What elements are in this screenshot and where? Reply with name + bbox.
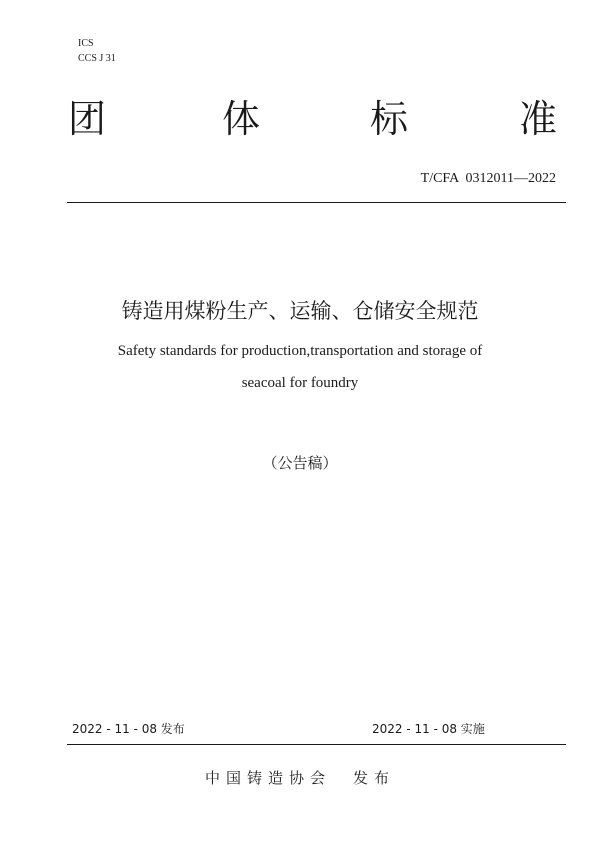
publish-action: 发布	[353, 769, 396, 787]
english-title-line-2: seacoal for foundry	[241, 375, 359, 391]
ics-code: ICS	[78, 38, 94, 49]
english-title-line-1: Safety standards for production,transportation and storage of	[117, 343, 483, 359]
bottom-divider	[67, 744, 566, 745]
standard-number: T/CFA 0312011—2022	[420, 171, 556, 186]
draft-status-note: （公告稿）	[262, 454, 338, 472]
heading-char-4: 准	[519, 97, 558, 141]
heading-char-3: 标	[370, 97, 409, 141]
publish-date: 2022 - 11 - 08 发布	[72, 722, 185, 736]
ccs-code: CCS J 31	[78, 53, 116, 64]
heading-char-1: 团	[68, 97, 107, 141]
top-divider	[67, 202, 566, 203]
heading-char-2: 体	[222, 97, 261, 141]
implement-date: 2022 - 11 - 08 实施	[372, 722, 485, 736]
organization-name: 中国铸造协会	[204, 769, 331, 787]
issuing-organization-line	[0, 767, 600, 789]
chinese-title: 铸造用煤粉生产、运输、仓储安全规范	[121, 299, 479, 323]
